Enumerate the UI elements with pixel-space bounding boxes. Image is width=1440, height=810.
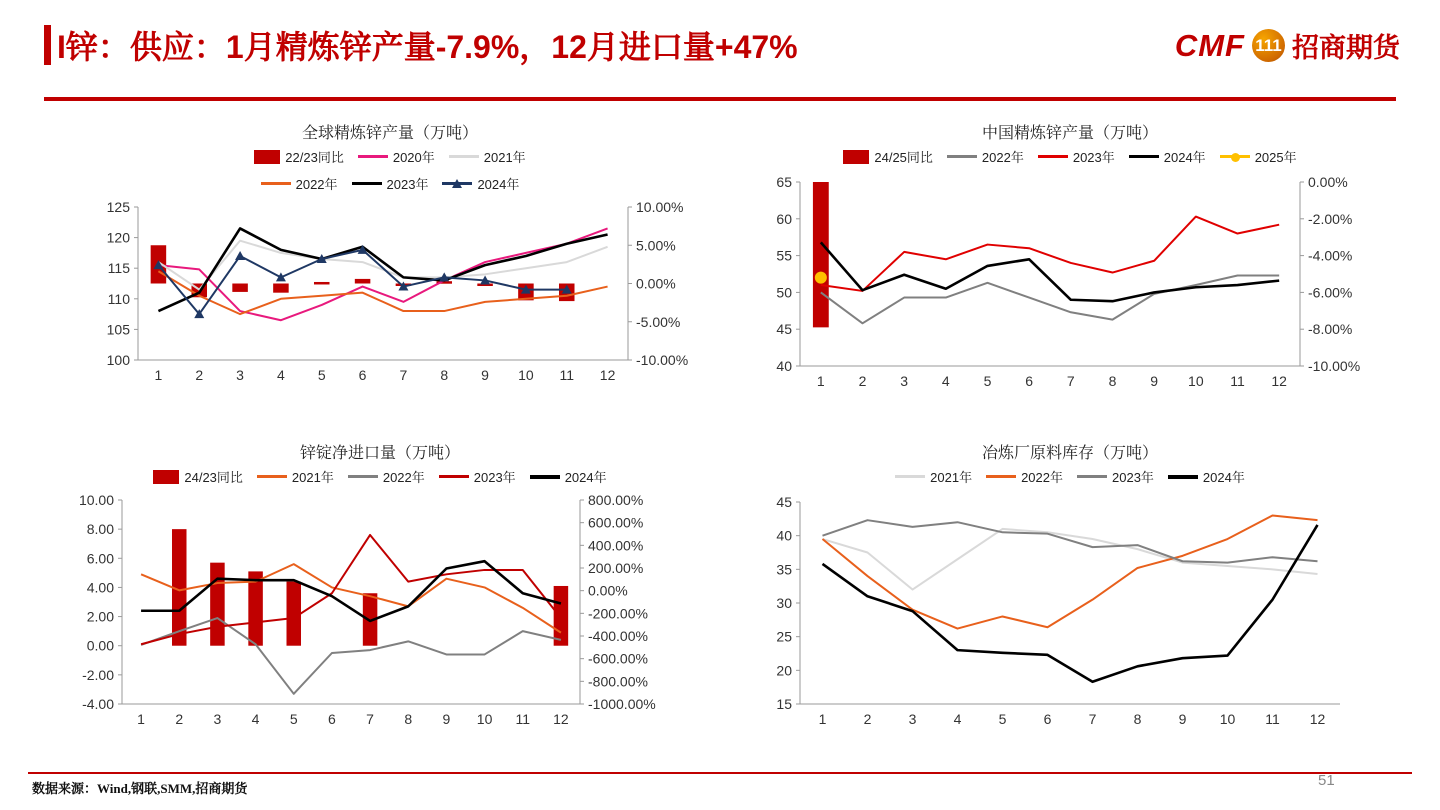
legend-label: 2023年	[386, 177, 429, 192]
svg-text:11: 11	[1230, 373, 1245, 389]
svg-text:10.00: 10.00	[78, 492, 114, 508]
svg-text:2: 2	[863, 711, 872, 727]
svg-text:2: 2	[195, 367, 204, 383]
legend-swatch-line	[439, 475, 469, 478]
svg-text:100: 100	[106, 352, 130, 368]
svg-text:10: 10	[1219, 711, 1236, 727]
legend-item	[261, 174, 338, 193]
svg-text:10: 10	[518, 367, 534, 383]
legend-swatch-line-dot	[1220, 152, 1250, 162]
svg-text:-400.00%: -400.00%	[588, 628, 648, 644]
svg-text:-200.00%: -200.00%	[588, 605, 648, 622]
page-header	[0, 0, 1440, 105]
svg-text:2: 2	[175, 711, 184, 727]
svg-text:2.00: 2.00	[86, 608, 114, 625]
footer-divider	[28, 772, 1412, 774]
legend-label: 24/23同比	[184, 470, 243, 485]
brand-badge-icon: 111	[1252, 29, 1285, 62]
legend-item	[986, 467, 1063, 486]
legend-item	[1220, 147, 1297, 166]
legend-item	[947, 147, 1024, 166]
svg-text:-4.00: -4.00	[82, 696, 114, 712]
legend-label: 2024年	[1163, 150, 1206, 165]
chart-canvas-net-import	[40, 488, 720, 738]
svg-text:9: 9	[1178, 711, 1187, 727]
svg-text:8.00: 8.00	[86, 521, 114, 538]
svg-text:65: 65	[776, 174, 792, 190]
legend-item	[1077, 467, 1154, 486]
legend-item	[257, 467, 334, 486]
svg-text:8: 8	[404, 711, 413, 727]
legend-item	[449, 147, 526, 166]
data-source-note: 数据来源：Wind,钢联,SMM,招商期货	[32, 781, 248, 796]
legend-swatch-line	[895, 475, 925, 478]
svg-text:8: 8	[1133, 711, 1142, 727]
legend-swatch-line	[1077, 475, 1107, 478]
svg-text:5.00%: 5.00%	[636, 237, 676, 254]
legend-swatch-line	[986, 475, 1016, 478]
legend-label: 2021年	[930, 470, 973, 485]
legend-label: 24/25同比	[874, 150, 933, 165]
legend-item	[1129, 147, 1206, 166]
legend-swatch-line	[947, 155, 977, 158]
legend-swatch-line	[1129, 155, 1159, 158]
title-accent-bar	[44, 25, 51, 65]
brand-company-name: 招商期货	[1292, 33, 1400, 63]
chart-panel-china-refined-zinc	[740, 120, 1400, 398]
svg-text:8: 8	[440, 367, 449, 383]
brand-logo	[1175, 26, 1400, 65]
legend-label: 2022年	[295, 177, 338, 192]
svg-text:6: 6	[1025, 373, 1034, 389]
svg-text:50: 50	[776, 284, 792, 301]
svg-text:5: 5	[289, 711, 298, 727]
chart-legend-global	[60, 147, 720, 193]
svg-text:1: 1	[154, 367, 163, 383]
svg-text:3: 3	[213, 711, 222, 727]
svg-text:800.00%: 800.00%	[588, 492, 644, 508]
svg-text:4.00: 4.00	[86, 579, 114, 596]
svg-text:0.00: 0.00	[86, 637, 114, 654]
chart-title-net-import: 锌锭净进口量（万吨）	[299, 445, 460, 462]
svg-text:-1000.00%: -1000.00%	[588, 696, 656, 712]
chart-legend-china	[740, 147, 1400, 166]
svg-text:0.00%: 0.00%	[588, 582, 628, 599]
svg-text:4: 4	[277, 367, 285, 383]
svg-text:6: 6	[1043, 711, 1052, 727]
legend-label: 2021年	[483, 150, 526, 165]
svg-text:11: 11	[1265, 711, 1280, 727]
chart-legend-smelter-inventory	[740, 467, 1400, 486]
svg-text:25: 25	[776, 628, 792, 645]
svg-text:7: 7	[399, 367, 408, 383]
svg-text:-600.00%: -600.00%	[588, 650, 648, 667]
svg-text:6: 6	[358, 367, 367, 383]
legend-swatch-line	[261, 182, 291, 185]
svg-text:7: 7	[1088, 711, 1097, 727]
svg-text:9: 9	[481, 367, 489, 383]
svg-text:5: 5	[998, 711, 1007, 727]
chart-canvas-global	[60, 195, 720, 390]
legend-label: 2023年	[1112, 470, 1154, 485]
svg-text:-8.00%: -8.00%	[1308, 321, 1353, 338]
legend-label: 2024年	[564, 470, 607, 485]
chart-title-global: 全球精炼锌产量（万吨）	[301, 125, 478, 142]
svg-text:10.00%: 10.00%	[636, 199, 684, 215]
legend-label: 2023年	[473, 470, 516, 485]
legend-label: 2022年	[382, 470, 425, 485]
svg-text:0.00%: 0.00%	[1308, 174, 1348, 190]
chart-panel-smelter-inventory	[740, 440, 1400, 738]
legend-label: 2025年	[1254, 150, 1297, 165]
legend-item	[1168, 467, 1245, 486]
svg-text:45: 45	[776, 321, 792, 338]
svg-text:4: 4	[941, 373, 950, 389]
legend-item	[843, 147, 933, 166]
svg-text:2: 2	[858, 373, 867, 389]
legend-item	[530, 467, 607, 486]
svg-text:15: 15	[776, 696, 792, 712]
legend-label: 22/23同比	[285, 150, 344, 165]
svg-text:400.00%: 400.00%	[588, 537, 644, 554]
svg-text:3: 3	[900, 373, 909, 389]
legend-swatch-line	[530, 475, 560, 479]
svg-text:12: 12	[1271, 373, 1287, 389]
svg-text:45: 45	[776, 494, 792, 510]
svg-text:1: 1	[816, 373, 825, 389]
svg-text:55: 55	[776, 247, 792, 264]
svg-text:35: 35	[776, 561, 792, 578]
legend-item	[352, 174, 429, 193]
svg-text:5: 5	[983, 373, 992, 389]
chart-panel-net-import	[40, 440, 720, 738]
svg-text:10: 10	[1188, 373, 1204, 389]
svg-text:7: 7	[1066, 373, 1075, 389]
legend-item	[358, 147, 435, 166]
legend-label: 2023年	[1072, 150, 1115, 165]
svg-text:40: 40	[776, 527, 792, 544]
svg-text:3: 3	[908, 711, 917, 727]
svg-text:115: 115	[107, 260, 130, 277]
svg-text:200.00%: 200.00%	[588, 560, 644, 576]
legend-item	[895, 467, 972, 486]
legend-swatch-line	[257, 475, 287, 478]
legend-label: 2020年	[392, 150, 435, 165]
page-number: 51	[1318, 772, 1335, 789]
chart-canvas-china	[740, 168, 1400, 398]
legend-item	[348, 467, 425, 486]
svg-text:-800.00%: -800.00%	[588, 673, 648, 690]
brand-cmf-text: CMF	[1174, 27, 1245, 63]
legend-item	[153, 467, 243, 486]
legend-swatch-line	[449, 155, 479, 158]
svg-text:125: 125	[106, 199, 130, 215]
svg-text:10: 10	[476, 711, 493, 727]
svg-text:105: 105	[106, 321, 130, 338]
svg-text:9: 9	[442, 711, 451, 727]
chart-title-smelter-inventory: 冶炼厂原料库存（万吨）	[981, 445, 1158, 462]
legend-swatch-line	[1168, 475, 1198, 479]
legend-label: 2024年	[477, 177, 520, 192]
svg-text:-6.00%: -6.00%	[1308, 284, 1353, 301]
svg-text:12: 12	[599, 367, 616, 383]
page-title: I锌：供应：1月精炼锌产量-7.9%，12月进口量+47%	[57, 29, 798, 65]
svg-text:7: 7	[366, 711, 374, 727]
legend-item	[254, 147, 344, 166]
legend-swatch-bar	[254, 150, 280, 164]
legend-label: 2022年	[1021, 470, 1063, 485]
svg-text:4: 4	[251, 711, 260, 727]
svg-text:4: 4	[953, 711, 962, 727]
svg-text:1: 1	[818, 711, 827, 727]
legend-item	[1038, 147, 1115, 166]
svg-text:110: 110	[107, 290, 130, 307]
svg-text:-2.00: -2.00	[82, 666, 114, 683]
svg-text:-5.00%: -5.00%	[636, 313, 681, 330]
svg-text:12: 12	[1309, 711, 1326, 727]
svg-text:-2.00%: -2.00%	[1308, 210, 1353, 227]
legend-swatch-bar	[153, 470, 179, 484]
svg-text:600.00%: 600.00%	[588, 514, 644, 531]
svg-text:-10.00%: -10.00%	[1308, 358, 1361, 374]
legend-swatch-line-triangle	[442, 179, 472, 189]
header-divider	[44, 97, 1396, 101]
legend-swatch-line	[1038, 155, 1068, 158]
svg-text:5: 5	[317, 367, 326, 383]
legend-swatch-line	[348, 475, 378, 478]
svg-text:6.00: 6.00	[86, 550, 114, 567]
svg-text:6: 6	[328, 711, 336, 727]
svg-text:40: 40	[776, 358, 792, 374]
legend-label: 2024年	[1202, 470, 1245, 485]
svg-text:120: 120	[106, 229, 130, 246]
svg-text:60: 60	[776, 210, 792, 227]
svg-text:11: 11	[559, 367, 575, 383]
svg-text:30: 30	[776, 595, 792, 611]
svg-text:3: 3	[236, 367, 244, 383]
legend-swatch-line	[352, 182, 382, 185]
legend-swatch-bar	[843, 150, 869, 164]
svg-text:8: 8	[1108, 373, 1117, 389]
svg-text:11: 11	[515, 711, 531, 727]
svg-text:-10.00%: -10.00%	[636, 352, 689, 368]
chart-legend-net-import	[40, 467, 720, 486]
chart-canvas-smelter-inventory	[740, 488, 1400, 738]
svg-text:9: 9	[1150, 373, 1159, 389]
svg-text:0.00%: 0.00%	[636, 275, 676, 292]
legend-label: 2021年	[291, 470, 334, 485]
title-bar	[44, 22, 798, 68]
legend-swatch-line	[358, 155, 388, 158]
svg-text:20: 20	[776, 662, 792, 679]
legend-item	[439, 467, 516, 486]
legend-item	[442, 174, 519, 193]
legend-label: 2022年	[981, 150, 1024, 165]
chart-title-china: 中国精炼锌产量（万吨）	[981, 125, 1158, 142]
chart-panel-global-refined-zinc	[60, 120, 720, 390]
svg-text:1: 1	[137, 711, 145, 727]
svg-text:12: 12	[553, 711, 569, 727]
svg-text:-4.00%: -4.00%	[1308, 247, 1353, 264]
